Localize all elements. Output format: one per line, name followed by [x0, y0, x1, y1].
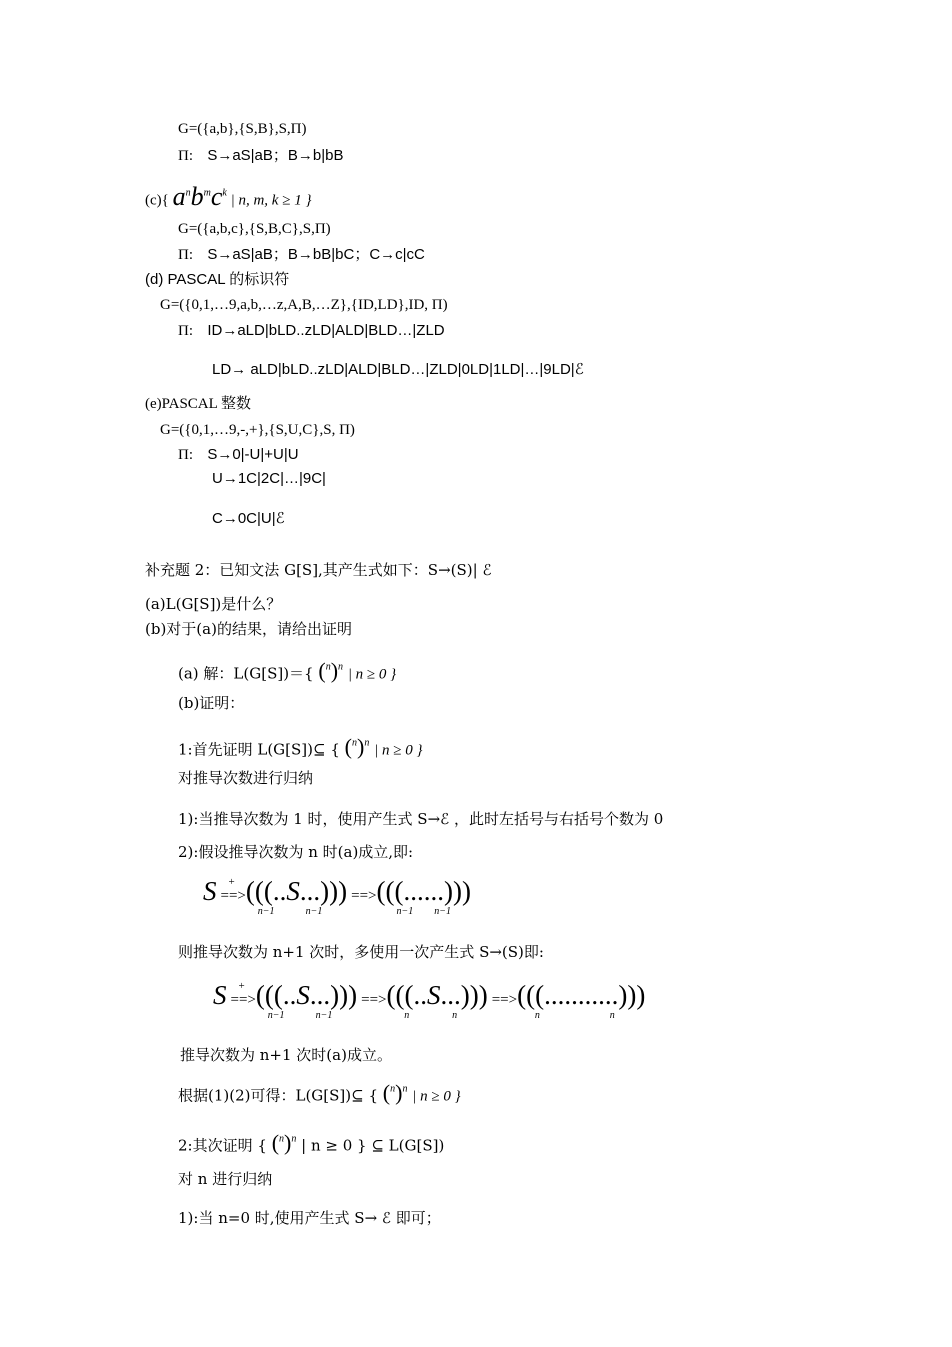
- proof-part1-claim: 1:首先证明 L(G[S])⊆ { $(^n)^n$ | n ≥ 0 }: [178, 734, 423, 760]
- induction-on-n: 对 n 进行归纳: [178, 1170, 273, 1188]
- grammar-c-def: G=({a,b,c},{S,B,C},S,Π): [178, 221, 331, 237]
- section-e-heading: (e)PASCAL 整数: [145, 396, 251, 412]
- grammar-e-production-c: C→0C|U|ℰ: [212, 510, 285, 527]
- base-case-1: 1):当推导次数为 1 时，使用产生式 S→ℰ ，此时左括号与右括号个数为 0: [178, 810, 664, 828]
- question-a: (a)L(G[S])是什么？: [145, 595, 282, 613]
- supplement-2-statement: 补充题 2：已知文法 G[S],其产生式如下：S→(S)| ℰ: [145, 561, 492, 579]
- answer-a: (a) 解：L(G[S])＝{ $(^n)^n$ | n ≥ 0 }: [178, 658, 397, 684]
- grammar-d-production-ld: LD→ aLD|bLD..zLD|ALD|BLD…|ZLD|0LD|1LD|…|9LD|ℰ: [212, 361, 584, 378]
- question-b: (b)对于(a)的结果，请给出证明: [145, 620, 352, 638]
- grammar-b-def: G=({a,b},{S,B},S,Π): [178, 121, 307, 137]
- grammar-c-productions: Π: S→aS|aB；B→bB|bC；C→c|cC: [178, 246, 425, 263]
- section-d-heading: (d) PASCAL 的标识符: [145, 271, 290, 288]
- grammar-e-def: G=({0,1,…9,-,+},{S,U,C},S, Π): [160, 422, 355, 438]
- grammar-b-productions: Π: S→aS|aB；B→b|bB: [178, 147, 344, 164]
- grammar-e-production-u: U→1C|2C|…|9C|: [212, 470, 326, 487]
- proof-heading: (b)证明：: [178, 694, 245, 712]
- grammar-d-production-id: Π: ID→aLD|bLD..zLD|ALD|BLD…|ZLD: [178, 322, 445, 339]
- induction-conclusion: 推导次数为 n+1 次时(a)成立。: [180, 1046, 392, 1064]
- base-case-n0: 1):当 n=0 时,使用产生式 S→ ℰ 即可；: [178, 1209, 441, 1227]
- proof-part2-claim: 2:其次证明 { $(^n)^n$ | n ≥ 0 } ⊆ L(G[S]): [178, 1130, 445, 1156]
- induction-hypothesis: 2):假设推导次数为 n 时(a)成立,即:: [178, 843, 414, 861]
- derivation-equation-2: S + ==>(((.. n−1 S...))) n−1 ==>(((.. n S...))) n ==>(((.. n .........))) n: [213, 980, 646, 1021]
- language-c-heading: (c){ $a^nb^mc^k$ | n, m, k ≥ 1 }: [145, 181, 312, 211]
- derivation-equation-1: S + ==>(((.. n−1 S...))) n−1 ==>(((......))) n−1 n−1: [203, 876, 471, 917]
- induction-step: 则推导次数为 n+1 次时，多使用一次产生式 S→(S)即:: [178, 943, 544, 961]
- part1-conclusion: 根据(1)(2)可得：L(G[S])⊆ { $(^n)^n$ | n ≥ 0 }: [178, 1080, 461, 1106]
- induction-on-steps: 对推导次数进行归纳: [178, 769, 314, 787]
- grammar-e-production-s: Π: S→0|-U|+U|U: [178, 446, 299, 463]
- grammar-d-def: G=({0,1,…9,a,b,…z,A,B,…Z},{ID,LD},ID, Π): [160, 297, 448, 313]
